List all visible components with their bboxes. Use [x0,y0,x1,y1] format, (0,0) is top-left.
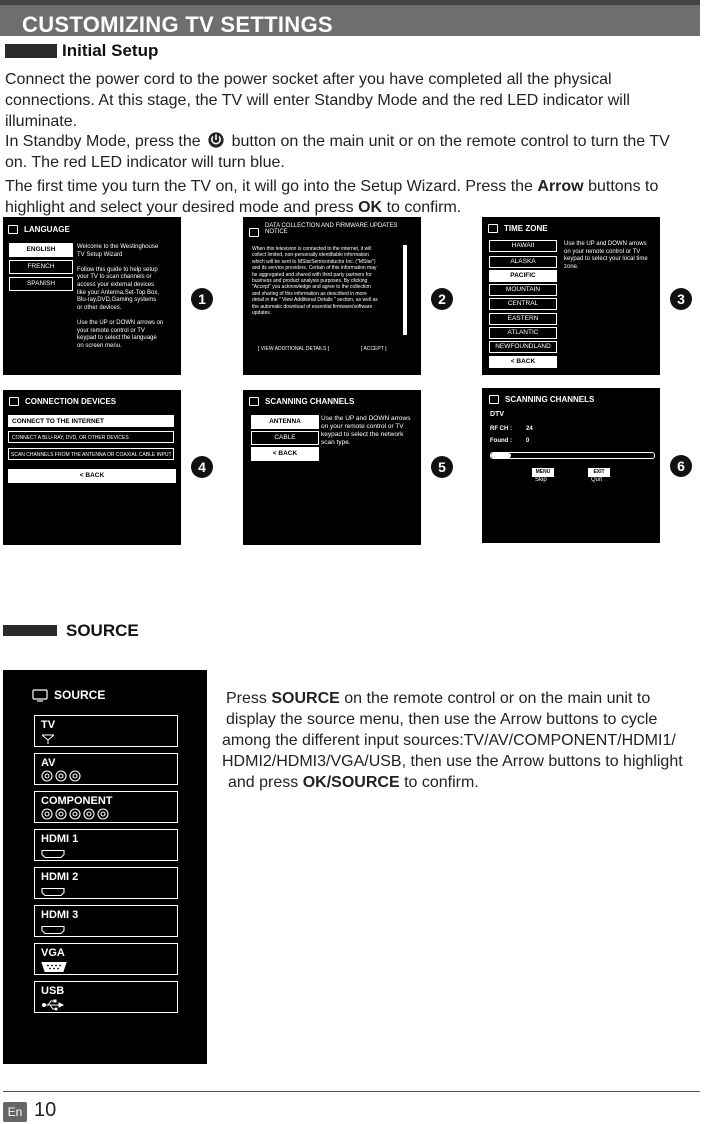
dtv-label: DTV [490,411,504,418]
wizard-text: highlight and select your desired mode and press [5,199,354,216]
tv-icon [249,397,259,406]
scan-progress-bar [490,452,655,459]
screen-time-zone [482,217,660,375]
timezone-option[interactable]: HAWAII [489,240,557,252]
standby-text: button on the main unit or on the remote control to turn the TV [231,133,670,150]
screen-scan-progress [482,388,660,543]
source-keyword: OK/SOURCE [302,774,400,791]
intro-line: connections. At this stage, the TV will enter Standby Mode and the red LED indicator will [5,92,630,109]
hdmi-icon [41,924,65,936]
ok-keyword: OK [358,199,383,216]
language-option-french[interactable]: FRENCH [9,260,73,274]
source-description [222,688,726,793]
language-option-spanish[interactable]: SPANISH [9,277,73,291]
intro-paragraph [5,69,705,132]
screen-title: SCANNING CHANNELS [265,397,355,406]
source-item-tv[interactable] [34,715,178,747]
rf-channel-value: 24 [526,426,533,432]
intro-line: Connect the power cord to the power socket after you have completed all the physical [5,71,612,88]
source-menu-title: SOURCE [54,688,106,702]
arrow-keyword: Arrow [537,178,584,195]
timezone-option-selected[interactable]: PACIFIC [489,270,557,282]
screen-title: LANGUAGE [24,225,70,234]
source-item-label: TV [41,719,56,731]
source-menu-header [32,688,105,702]
page-number: 10 [34,1099,57,1121]
source-item-label: COMPONENT [41,795,113,807]
source-text: display the source menu, then use the Arrow buttons to cycle [226,711,658,728]
tv-icon [249,228,259,237]
page-title: CUSTOMIZING TV SETTINGS [22,12,333,37]
screen-header [249,223,397,237]
screen-scan-type [243,390,421,545]
source-item-hdmi3[interactable] [34,905,178,937]
tv-icon [32,689,48,702]
source-text: on the remote control or on the main unit to [344,690,651,707]
source-item-label: HDMI 1 [41,833,79,845]
quit-label: Quit [591,477,603,483]
antenna-icon [41,733,55,745]
rca-3-icon [41,770,85,782]
source-item-hdmi2[interactable] [34,867,178,899]
notice-text: When this television is connected to the internet, it will collect limited, non-personally identifiable information which will be sent to MStarSemiconductor Inc. ("MStar") and its service providers. Certain of this information may be aggregated and shared with third party partners for business and product analysis purposes. By clicking "Accept" you acknowledge and agree to the collection and sharing of this information as described in more detail in the " View Additional Details " section, as well as the automatic download of essential firmware/software updates. [252,246,378,317]
source-item-hdmi1[interactable] [34,829,178,861]
back-button[interactable]: < BACK [8,469,176,483]
initial-setup-heading: Initial Setup [62,41,159,60]
timezone-option[interactable]: MOUNTAIN [489,284,557,296]
wizard-text: buttons to [588,178,659,195]
language-help-text: Welcome to the Westinghouse TV Setup Wizard Follow this guide to help setup your TV to scan channels or access your external devices like your Antenna,Set-Top Box, Blu-ray,DVD,Gaming systems or other devices. Use the UP or DOWN arrows on your remote control or TV keypad to select the language on screen menu. [77,244,164,349]
screen-header [489,395,594,404]
screen-title: DATA COLLECTION AND FIRMWARE UPDATES NOTICE [265,223,398,235]
section-marker [5,44,57,58]
hdmi-icon [41,848,65,860]
tv-icon [489,395,499,404]
source-item-label: HDMI 3 [41,909,79,921]
screen-header [249,397,354,406]
screen-language [3,217,181,375]
source-text: Press [226,690,267,707]
scan-channels-option[interactable]: SCAN CHANNELS FROM THE ANTENNA OR COAXIAL CABLE INPUT [8,448,174,460]
scan-help-text: Use the UP and DOWN arrows on your remote control or TV keypad to select the network scan type. [321,415,411,446]
screen-title: TIME ZONE [504,224,548,233]
hdmi-icon [41,886,65,898]
power-icon [205,131,227,149]
exit-key[interactable]: EXIT [588,468,610,477]
source-heading: SOURCE [66,621,139,640]
menu-key[interactable]: MENU [532,468,554,477]
source-item-av[interactable] [34,753,178,785]
source-text: and press [228,774,299,791]
step-number-1: 1 [191,288,213,310]
accept-button[interactable]: [ ACCEPT ] [361,346,387,352]
source-text: to confirm. [404,774,479,791]
source-text: among the different input sources:TV/AV/COMPONENT/HDMI1/ [222,732,676,749]
standby-line: on. The red LED indicator will turn blue. [5,154,285,171]
source-text: HDMI2/HDMI3/VGA/USB, then use the Arrow buttons to highlight [222,753,683,770]
scan-progress-fill [491,453,511,458]
step-number-3: 3 [670,288,692,310]
screen-header [488,224,548,233]
screen-header [9,397,116,406]
standby-paragraph [5,131,715,173]
screen-connection-devices [3,390,181,545]
back-button[interactable]: < BACK [251,447,319,461]
timezone-option[interactable]: NEWFOUNDLAND [489,341,557,353]
source-item-label: HDMI 2 [41,871,79,883]
timezone-option[interactable]: ATLANTIC [489,327,557,339]
connect-internet-option[interactable]: CONNECT TO THE INTERNET [8,415,174,427]
source-item-label: AV [41,757,56,769]
wizard-text: The first time you turn the TV on, it will go into the Setup Wizard. Press the [5,178,533,195]
page-banner [0,0,700,36]
screen-title: CONNECTION DEVICES [25,397,117,406]
antenna-option[interactable]: ANTENNA [251,415,319,429]
source-item-vga[interactable] [34,943,178,975]
scrollbar[interactable] [403,245,407,335]
usb-icon [41,999,65,1011]
banner-rule [0,0,700,5]
timezone-help-text: Use the UP and DOWN arrows on your remote control or TV keypad to select your local time zone. [564,241,648,270]
view-details-button[interactable]: [ VIEW ADDITIONAL DETAILS ] [258,346,330,352]
step-number-4: 4 [191,456,213,478]
language-badge: En [3,1102,27,1122]
source-item-component[interactable] [34,791,178,823]
source-keyword: SOURCE [271,690,340,707]
timezone-option[interactable]: CENTRAL [489,298,557,310]
back-button[interactable]: < BACK [489,356,557,368]
wizard-paragraph [5,176,715,218]
screen-data-collection [243,217,421,375]
step-number-6: 6 [670,455,692,477]
vga-icon [41,961,67,973]
tv-icon [488,224,498,233]
source-item-label: USB [41,985,65,997]
tv-icon [8,225,18,234]
cable-option[interactable]: CABLE [251,431,319,445]
timezone-option[interactable]: EASTERN [489,313,557,325]
connect-devices-option[interactable]: CONNECT A BLU-RAY, DVD, OR OTHER DEVICES [8,431,174,443]
found-value: 0 [526,438,530,444]
section-marker-bar [3,625,57,636]
source-item-usb[interactable] [34,981,178,1013]
found-label: Found : [490,438,512,444]
step-number-5: 5 [431,456,453,478]
screen-title: SCANNING CHANNELS [505,395,595,404]
rca-5-icon [41,808,113,820]
source-menu-screen [3,670,207,1064]
standby-text: In Standby Mode, press the [5,133,201,150]
language-option-english[interactable]: ENGLISH [9,243,73,257]
rf-channel-label: RF CH : [490,426,512,432]
source-item-label: VGA [41,947,65,959]
footer-divider [3,1091,700,1092]
timezone-option[interactable]: ALASKA [489,256,557,268]
step-number-2: 2 [431,288,453,310]
intro-line: illuminate. [5,113,78,130]
screen-header [8,225,70,234]
skip-label: Skip [535,477,547,483]
wizard-text: to confirm. [386,199,462,216]
tv-icon [9,397,19,406]
